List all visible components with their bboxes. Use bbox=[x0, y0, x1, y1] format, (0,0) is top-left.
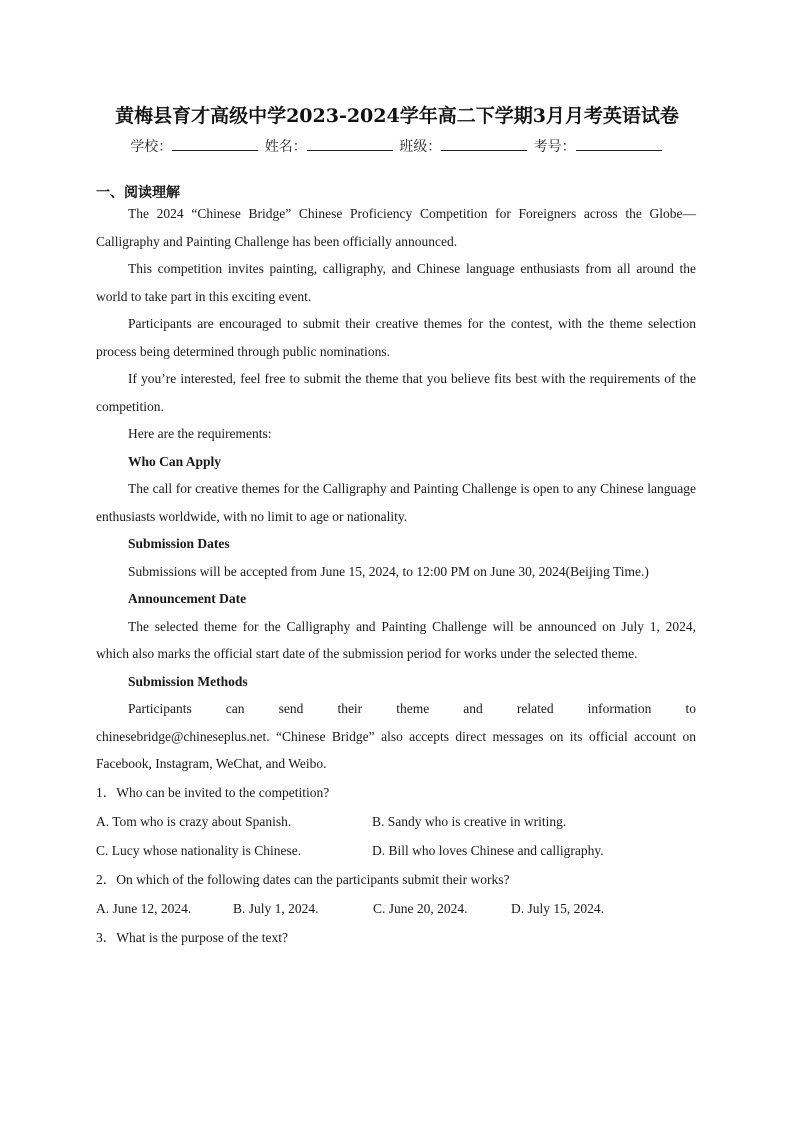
subheading-announcement-date: Announcement Date bbox=[128, 591, 247, 606]
subheading-who-can-apply: Who Can Apply bbox=[128, 453, 222, 469]
question-1-options bbox=[96, 807, 696, 836]
passage-paragraph: Submissions will be accepted from June 15, 2024, to 12:00 PM on June 30, 2024(Beijing Time.) bbox=[128, 563, 649, 579]
student-info-line bbox=[0, 136, 794, 156]
option-d[interactable]: D. July 15, 2024. bbox=[511, 900, 605, 916]
passage-paragraph: The call for creative themes for the Calligraphy and Painting Challenge is open to any Chinese language enthusiasts worldwide, with no limit to age or nationality. bbox=[96, 481, 696, 524]
option-c[interactable]: C. Lucy whose nationality is Chinese. bbox=[96, 842, 302, 858]
option-c[interactable]: C. June 20, 2024. bbox=[373, 900, 468, 916]
option-a[interactable]: A. Tom who is crazy about Spanish. bbox=[96, 813, 292, 829]
reading-passage bbox=[96, 200, 696, 952]
question-1: 1．Who can be invited to the competition? bbox=[96, 784, 330, 800]
passage-paragraph: chinesebridge@chineseplus.net. “Chinese Bridge” also accepts direct messages on its official account on Facebook, Instagram, WeChat, and Weibo. bbox=[96, 728, 696, 771]
section-heading: 一、阅读理解 bbox=[96, 185, 180, 201]
passage-paragraph: Participants are encouraged to submit their creative themes for the contest, with the theme selection process being determined through public nominations. bbox=[96, 316, 696, 359]
passage-paragraph: Participants can send their theme and related information to bbox=[128, 701, 696, 716]
class-label: 班级： bbox=[399, 139, 442, 155]
class-blank[interactable] bbox=[441, 136, 527, 151]
option-a[interactable]: A. June 12, 2024. bbox=[96, 900, 192, 916]
passage-paragraph: The 2024 “Chinese Bridge” Chinese Proficiency Competition for Foreigners across the Globe—Calligraphy and Painting Challenge has been officially announced. bbox=[96, 206, 696, 249]
exam-number-label: 考号： bbox=[533, 139, 576, 155]
name-label: 姓名： bbox=[264, 139, 307, 155]
subheading-submission-methods: Submission Methods bbox=[128, 673, 248, 689]
name-blank[interactable] bbox=[307, 136, 393, 151]
school-label: 学校： bbox=[130, 139, 173, 155]
passage-paragraph: This competition invites painting, calligraphy, and Chinese language enthusiasts from all around the world to take part in this exciting event. bbox=[96, 261, 696, 304]
passage-paragraph: The selected theme for the Calligraphy and Painting Challenge will be announced on July 1, 2024, which also marks the official start date of the submission period for works under the selected theme. bbox=[96, 618, 696, 661]
option-b[interactable]: B. Sandy who is creative in writing. bbox=[372, 813, 567, 829]
school-blank[interactable] bbox=[172, 136, 258, 151]
question-2-options bbox=[96, 894, 696, 923]
passage-paragraph: Here are the requirements: bbox=[128, 426, 272, 441]
question-2: 2．On which of the following dates can the participants submit their works? bbox=[96, 871, 510, 887]
exam-number-blank[interactable] bbox=[576, 136, 662, 151]
option-b[interactable]: B. July 1, 2024. bbox=[233, 900, 319, 916]
question-1-options bbox=[96, 836, 696, 865]
page-title: 黄梅县育才高级中学2023-2024学年高二下学期3月月考英语试卷 bbox=[115, 105, 679, 127]
question-3: 3．What is the purpose of the text? bbox=[96, 929, 288, 945]
option-d[interactable]: D. Bill who loves Chinese and calligraphy. bbox=[372, 842, 604, 858]
subheading-submission-dates: Submission Dates bbox=[128, 536, 230, 551]
passage-paragraph: If you’re interested, feel free to submit the theme that you believe fits best with the requirements of the competition. bbox=[96, 371, 696, 414]
